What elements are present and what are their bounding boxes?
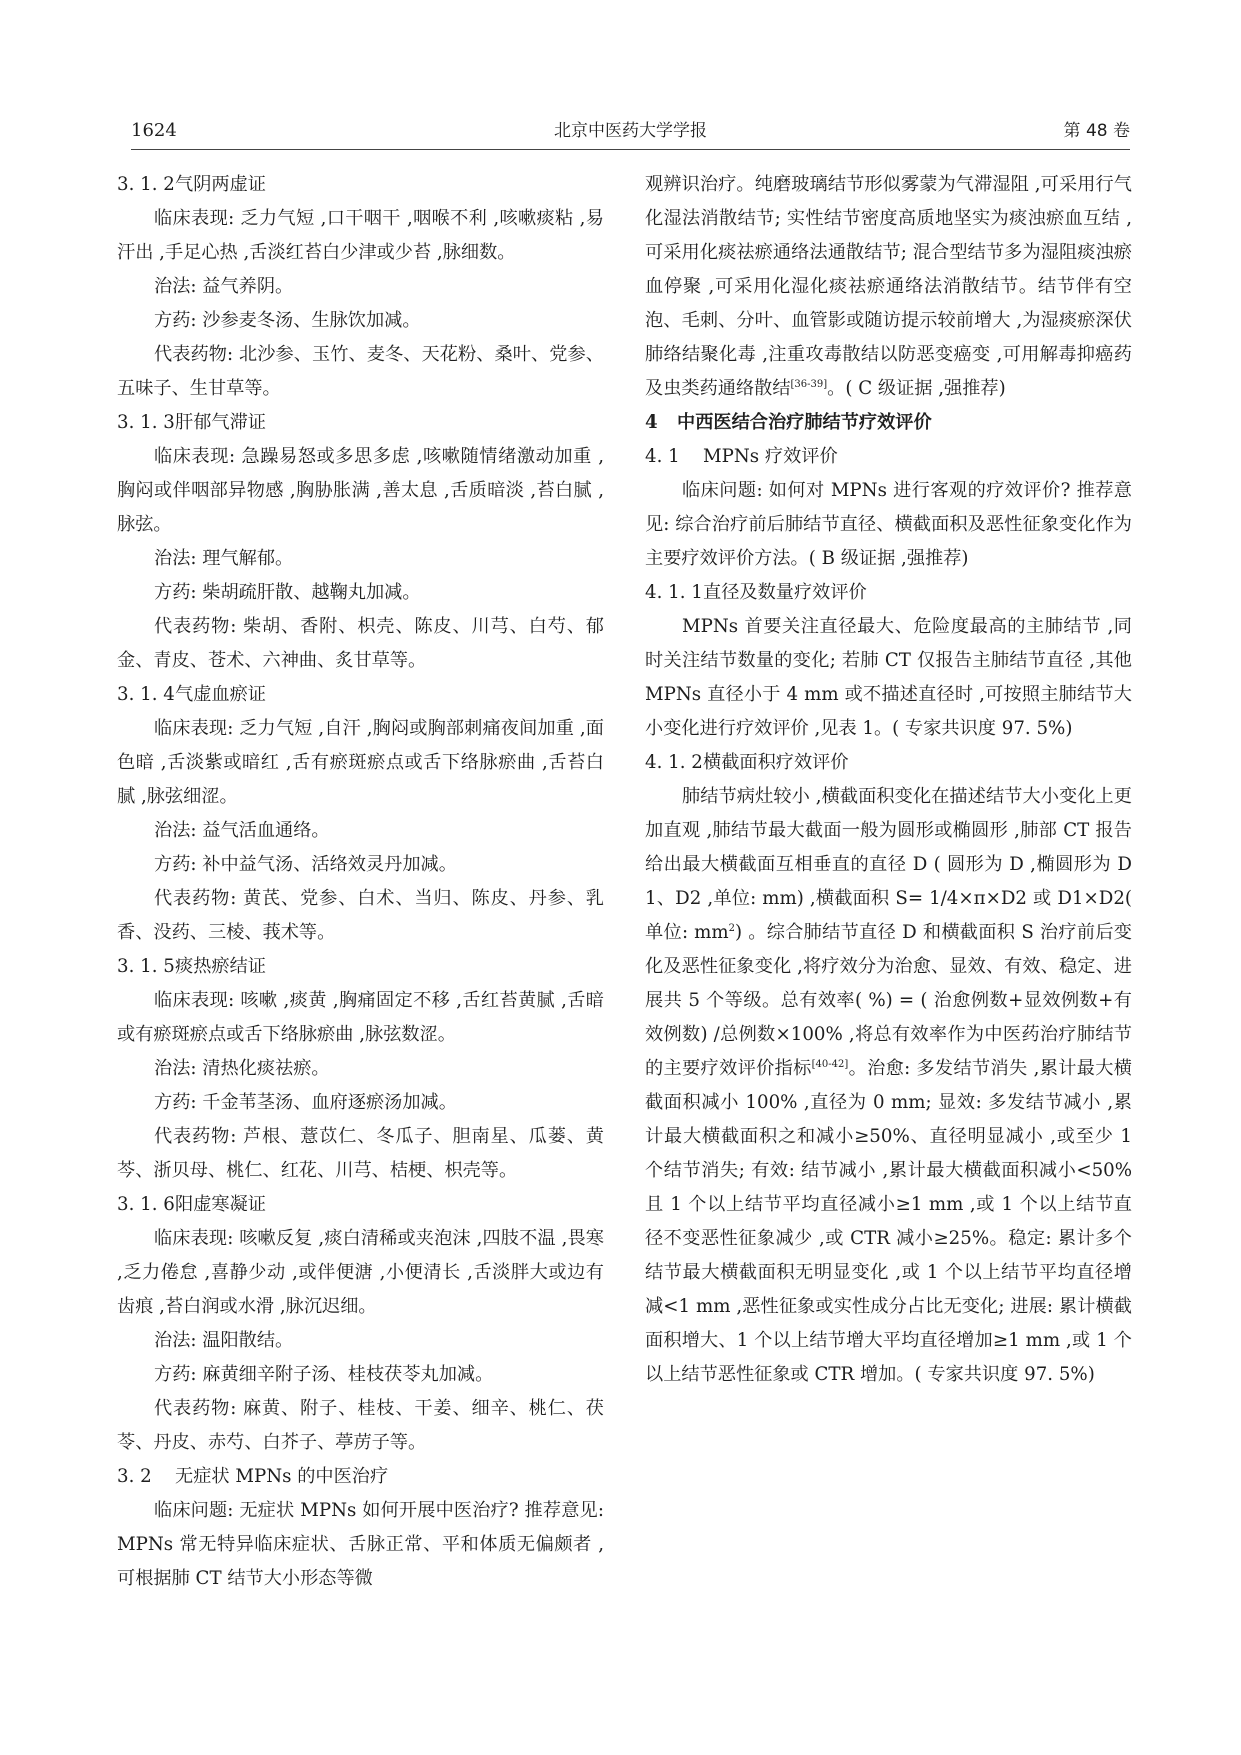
paragraph: MPNs 首要关注直径最大、危险度最高的主肺结节 ,同时关注结节数量的变化; 若肺 CT 仅报告主肺结节直径 ,其他 MPNs 直径小于 4 mm 或不描述直径时 ,可按照主肺结节大小变化进行疗效评价 ,见表 1。( 专家共识度 97. 5%) [645, 616, 1132, 739]
paragraph: 治法: 益气活血通络。 [154, 820, 330, 841]
left-column [117, 168, 604, 1596]
citation-ref: [40-42] [811, 1058, 849, 1070]
section-heading-4: 4 中西医结合治疗肺结节疗效评价 [645, 412, 932, 433]
paragraph: 代表药物: 柴胡、香附、枳壳、陈皮、川芎、白芍、郁金、青皮、苍术、六神曲、炙甘草等。 [117, 616, 604, 671]
volume-label: 第 48 卷 [1063, 121, 1130, 141]
paragraph: 治法: 温阳散结。 [154, 1330, 294, 1351]
section-heading-3-1-4: 3. 1. 4气虚血瘀证 [117, 684, 266, 705]
paragraph: 肺结节病灶较小 ,横截面积变化在描述结节大小变化上更加直观 ,肺结节最大截面一般为圆形或椭圆形 ,肺部 CT 报告给出最大横截面互相垂直的直径 D ( 圆形为 D ,椭圆形为 D1、D2 ,单位: mm) ,横截面积 S= 1/4×π×D2 或 D1×D2( 单位: $mm^2$) 。综合肺结节直径 D 和横截面积 S 治疗前后变化及恶性征象变化 ,将疗效分为治愈、显效、有效、稳定、进展共 5 个等级。总有效率( %) = ( 治愈例数+显效例数+有效例数) /总例数×100% ,将总有效率作为中医药治疗肺结节的主要疗效评价指标[40-42]。治愈: 多发结节消失 ,累计最大横截面积减小 100% ,直径为 0 mm; 显效: 多发结节减小 ,累计最大横截面积之和减小≥50%、直径明显减小 ,或至少 1 个结节消失; 有效: 结节减小 ,累计最大横截面积减小<50%且 1 个以上结节平均直径减小≥1 mm ,或 1 个以上结节直径不变恶性征象减少 ,或 CTR 减小≥25%。稳定: 累计多个结节最大横截面积无明显变化 ,或 1 个以上结节平均直径增减<1 mm ,恶性征象或实性成分占比无变化; 进展: 累计横截面积增大、1 个以上结节增大平均直径增加≥1 mm ,或 1 个以上结节恶性征象或 CTR 增加。( 专家共识度 97. 5%) [645, 786, 1132, 1385]
section-heading-3-1-3: 3. 1. 3肝郁气滞证 [117, 412, 266, 433]
paragraph: 代表药物: 麻黄、附子、桂枝、干姜、细辛、桃仁、茯苓、丹皮、赤芍、白芥子、葶苈子等。 [117, 1398, 604, 1453]
section-heading-3-1-6: 3. 1. 6阳虚寒凝证 [117, 1194, 266, 1215]
paragraph: 临床问题: 无症状 MPNs 如何开展中医治疗? 推荐意见: MPNs 常无特异临床症状、舌脉正常、平和体质无偏颇者 ,可根据肺 CT 结节大小形态等微 [117, 1500, 604, 1589]
paragraph-continued: 观辨识治疗。纯磨玻璃结节形似雾蒙为气滞湿阻 ,可采用行气化湿法消散结节; 实性结节密度高质地坚实为痰浊瘀血互结 ,可采用化痰祛瘀通络法通散结节; 混合型结节多为湿阻痰浊瘀血停聚 ,可采用化湿化痰祛瘀通络法消散结节。结节伴有空泡、毛刺、分叶、血管影或随访提示较前增大 ,为湿痰瘀深伏肺络结聚化毒 ,注重攻毒散结以防恶变癌变 ,可用解毒抑癌药及虫类药通络散结[36-39]。( C 级证据 ,强推荐) [645, 174, 1132, 399]
section-heading-3-1-5: 3. 1. 5痰热瘀结证 [117, 956, 266, 977]
paragraph: 代表药物: 黄芪、党参、白术、当归、陈皮、丹参、乳香、没药、三棱、莪术等。 [117, 888, 604, 943]
paragraph: 方药: 补中益气汤、活络效灵丹加减。 [154, 854, 457, 875]
section-heading-3-1-2: 3. 1. 2气阴两虚证 [117, 174, 266, 195]
section-heading-4-1-2: 4. 1. 2横截面积疗效评价 [645, 752, 849, 773]
section-heading-4-1-1: 4. 1. 1直径及数量疗效评价 [645, 582, 867, 603]
section-heading-3-2: 3. 2 无症状 MPNs 的中医治疗 [117, 1466, 389, 1487]
paragraph: 方药: 千金苇茎汤、血府逐瘀汤加减。 [154, 1092, 457, 1113]
section-heading-4-1: 4. 1 MPNs 疗效评价 [645, 446, 838, 467]
paragraph: 临床表现: 急躁易怒或多思多虑 ,咳嗽随情绪激动加重 ,胸闷或伴咽部异物感 ,胸胁胀满 ,善太息 ,舌质暗淡 ,苔白腻 ,脉弦。 [117, 446, 604, 535]
paragraph: 治法: 理气解郁。 [154, 548, 294, 569]
page-number: 1624 [131, 120, 177, 141]
citation-ref: [36-39] [790, 378, 828, 390]
paragraph: 方药: 沙参麦冬汤、生脉饮加减。 [154, 310, 421, 331]
running-header [131, 117, 1130, 151]
paragraph: 方药: 柴胡疏肝散、越鞠丸加减。 [154, 582, 421, 603]
paragraph: 临床表现: 乏力气短 ,口干咽干 ,咽喉不利 ,咳嗽痰粘 ,易汗出 ,手足心热 ,舌淡红苔白少津或少苔 ,脉细数。 [117, 208, 604, 263]
paragraph: 方药: 麻黄细辛附子汤、桂枝茯苓丸加减。 [154, 1364, 494, 1385]
header-rule [131, 149, 1130, 150]
paragraph: 治法: 清热化痰祛瘀。 [154, 1058, 330, 1079]
paragraph: 临床表现: 乏力气短 ,自汗 ,胸闷或胸部刺痛夜间加重 ,面色暗 ,舌淡紫或暗红 ,舌有瘀斑瘀点或舌下络脉瘀曲 ,舌苔白腻 ,脉弦细涩。 [117, 718, 604, 807]
paragraph: 临床表现: 咳嗽反复 ,痰白清稀或夹泡沫 ,四肢不温 ,畏寒 ,乏力倦怠 ,喜静少动 ,或伴便溏 ,小便清长 ,舌淡胖大或边有齿痕 ,苔白润或水滑 ,脉沉迟细。 [117, 1228, 604, 1317]
paragraph: 代表药物: 芦根、薏苡仁、冬瓜子、胆南星、瓜蒌、黄芩、浙贝母、桃仁、红花、川芎、桔梗、枳壳等。 [117, 1126, 604, 1181]
paragraph: 临床表现: 咳嗽 ,痰黄 ,胸痛固定不移 ,舌红苔黄腻 ,舌暗或有瘀斑瘀点或舌下络脉瘀曲 ,脉弦数涩。 [117, 990, 604, 1045]
journal-title: 北京中医药大学学报 [554, 121, 707, 141]
paragraph: 治法: 益气养阴。 [154, 276, 294, 297]
paragraph: 临床问题: 如何对 MPNs 进行客观的疗效评价? 推荐意见: 综合治疗前后肺结节直径、横截面积及恶性征象变化作为主要疗效评价方法。( B 级证据 ,强推荐) [645, 480, 1132, 569]
superscript: 2 [728, 922, 736, 934]
paragraph: 代表药物: 北沙参、玉竹、麦冬、天花粉、桑叶、党参、五味子、生甘草等。 [117, 344, 604, 399]
right-column [645, 168, 1132, 1392]
